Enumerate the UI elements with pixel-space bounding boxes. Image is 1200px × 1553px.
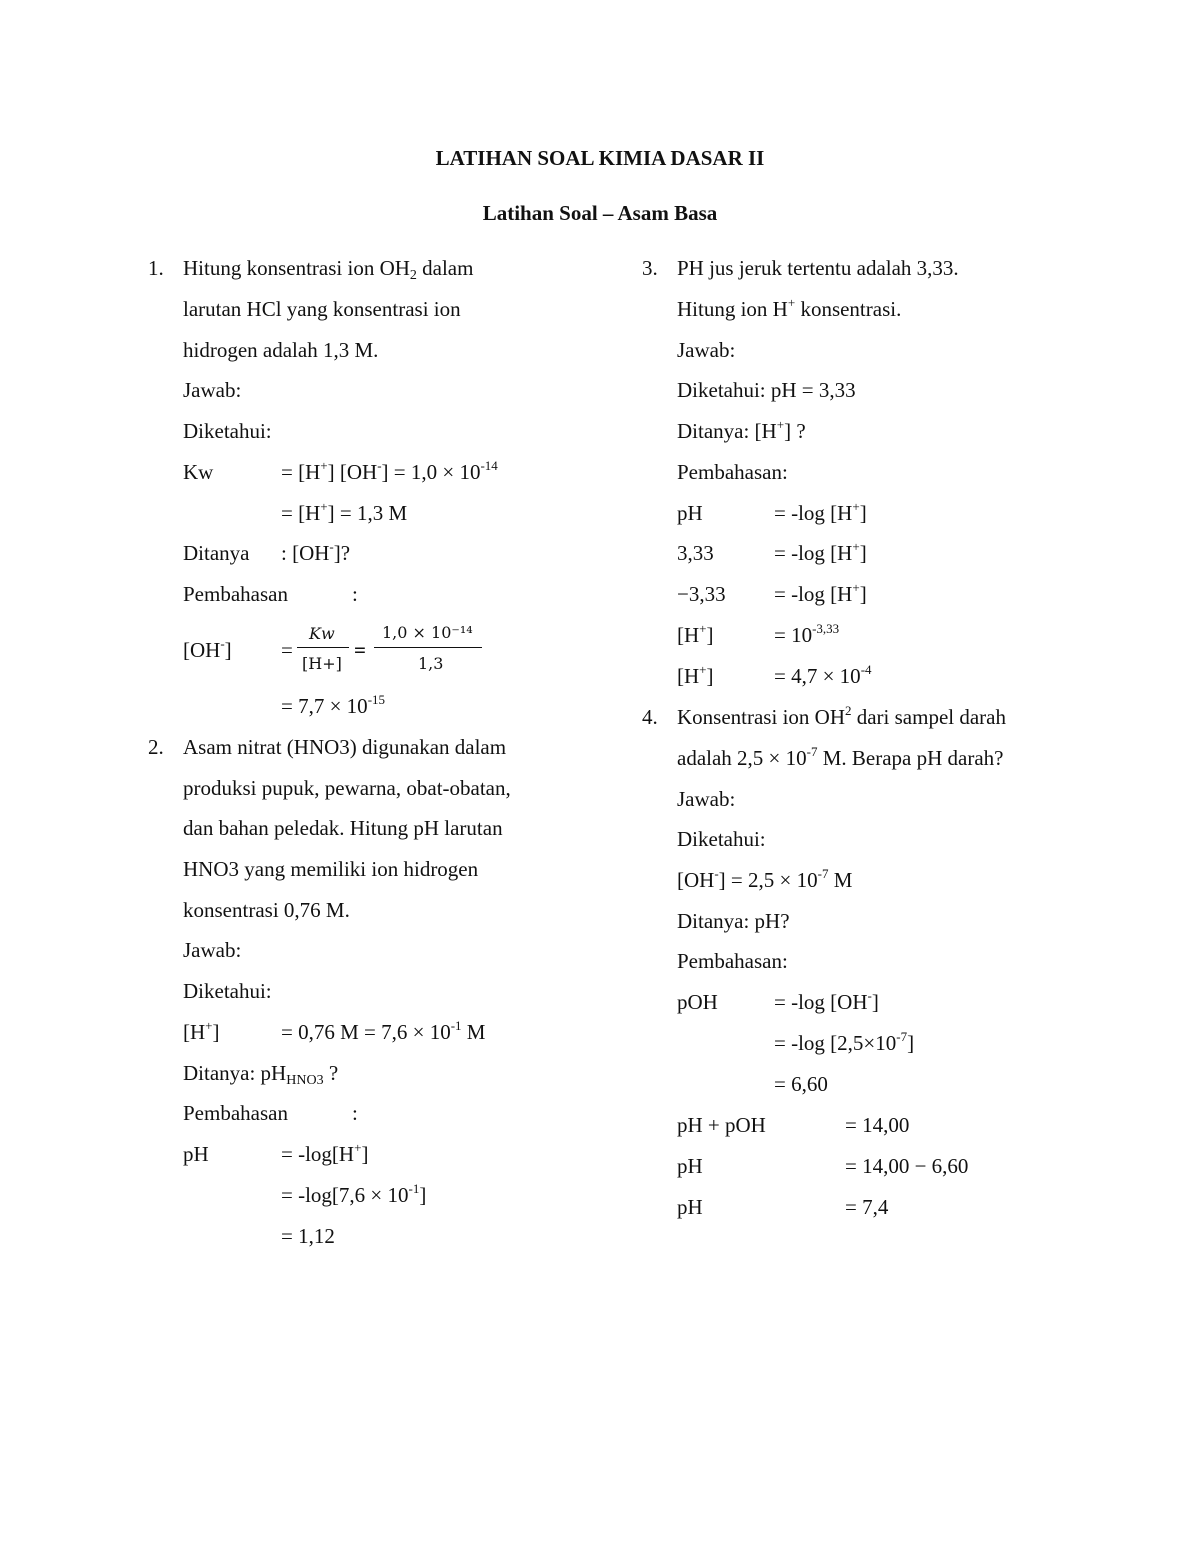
discussion-label: Pembahasan: bbox=[677, 949, 788, 973]
row-value: = -log $[2,5\times 10^{-7}]$ bbox=[774, 1029, 915, 1055]
discussion-label: Pembahasan bbox=[183, 582, 288, 606]
row-value: = 7,4 bbox=[845, 1195, 889, 1219]
question-text: konsentrasi 0,76 M. bbox=[183, 898, 350, 922]
question-text: produksi pupuk, pewarna, obat-obatan, bbox=[183, 776, 511, 800]
fraction-bar bbox=[297, 647, 349, 648]
question-text: hidrogen adalah 1,3 M. bbox=[183, 338, 379, 362]
row-label: pH bbox=[677, 1195, 703, 1219]
h-value: = 0,76 $M = 7,6 \times 10^{-1}$ M bbox=[281, 1018, 486, 1044]
row-label: [H+] bbox=[677, 662, 714, 688]
document-subtitle: Latihan Soal – Asam Basa bbox=[482, 201, 718, 225]
row-label: pH + pOH bbox=[677, 1113, 766, 1137]
known-label: Diketahui: pH = 3,33 bbox=[677, 378, 856, 402]
asked-value: Ditanya: [H+] ? bbox=[677, 417, 806, 443]
fraction-denominator: 1,3 bbox=[418, 654, 444, 673]
question-text: Konsentrasi ion $OH^2$ dari sampel darah bbox=[677, 703, 1007, 729]
question-text: Hitung konsentrasi ion $OH_2$ dalam bbox=[183, 256, 474, 283]
answer-label: Jawab: bbox=[183, 378, 242, 402]
asked-value: : [OH-]? bbox=[281, 539, 351, 565]
asked-value: Ditanya: $pH_{HNO3}$ ? bbox=[183, 1061, 339, 1088]
row-label: 3,33 bbox=[677, 541, 714, 565]
oh-label: [OH-] bbox=[183, 636, 232, 662]
question-text: PH jus jeruk tertentu adalah 3,33. bbox=[677, 256, 959, 280]
oh-value: $[OH^-] = 2,5 \times 10^{-7}$ M bbox=[677, 866, 853, 892]
row-value: = -log [OH-] bbox=[774, 988, 879, 1014]
question-number: 1. bbox=[148, 256, 164, 280]
question-number: 3. bbox=[642, 256, 658, 280]
step: = $-\log[7,6 \times 10^{-1}]$ bbox=[281, 1181, 427, 1207]
question-text: larutan HCl yang konsentrasi ion bbox=[183, 297, 461, 321]
document-title: LATIHAN SOAL KIMIA DASAR II bbox=[435, 146, 765, 170]
row-label: pH bbox=[677, 501, 703, 525]
row-value: = 14,00 − 6,60 bbox=[845, 1154, 969, 1178]
ph-label: pH bbox=[183, 1142, 209, 1166]
question-text: Hitung ion H+ konsentrasi. bbox=[677, 295, 902, 321]
step: = -log[H+] bbox=[281, 1140, 369, 1166]
result: = $7,7 \times 10^{-15}$ bbox=[281, 692, 386, 718]
discussion-label: Pembahasan: bbox=[677, 460, 788, 484]
row-label: pH bbox=[677, 1154, 703, 1178]
known-label: Diketahui: bbox=[677, 827, 766, 851]
equals-sign: = bbox=[354, 638, 366, 662]
discussion-colon: : bbox=[352, 582, 358, 606]
equals-sign: = bbox=[281, 638, 293, 662]
question-text: Asam nitrat (HNO3) digunakan dalam bbox=[183, 735, 507, 759]
discussion-label: Pembahasan bbox=[183, 1101, 288, 1125]
known-label: Diketahui: bbox=[183, 979, 272, 1003]
discussion-colon: : bbox=[352, 1101, 358, 1125]
row-value: = $4,7 \times 10^{-4}$ bbox=[774, 662, 872, 688]
question-text: dan bahan peledak. Hitung pH larutan bbox=[183, 816, 503, 840]
question-text: HNO3 yang memiliki ion hidrogen bbox=[183, 857, 479, 881]
fraction-numerator: Kw bbox=[309, 624, 335, 643]
kw-label: Kw bbox=[183, 460, 214, 484]
fraction-denominator: [H+] bbox=[302, 654, 342, 673]
question-number: 4. bbox=[642, 705, 658, 729]
row-value: = 14,00 bbox=[845, 1113, 910, 1137]
question-number: 2. bbox=[148, 735, 164, 759]
asked-value: Ditanya: pH? bbox=[677, 909, 790, 933]
question-text: adalah $2,5 \times 10^{-7}$ M. Berapa pH darah? bbox=[677, 744, 1004, 770]
result: = 1,12 bbox=[281, 1224, 335, 1248]
h-label: [H+] bbox=[183, 1018, 220, 1044]
answer-label: Jawab: bbox=[677, 338, 736, 362]
row-value: = -log [H+] bbox=[774, 499, 867, 525]
row-label: [H+] bbox=[677, 621, 714, 647]
row-value: = -log [H+] bbox=[774, 580, 867, 606]
answer-label: Jawab: bbox=[183, 938, 242, 962]
row-label: −3,33 bbox=[677, 582, 726, 606]
asked-label: Ditanya bbox=[183, 541, 250, 565]
fraction-numerator: 1,0 × 10⁻¹⁴ bbox=[382, 623, 473, 642]
row-value: = $10^{-3,33}$ bbox=[774, 621, 840, 647]
row-value: = -log [H+] bbox=[774, 539, 867, 565]
kw-equation: = [H+] $[OH^-] = 1,0 \times 10^{-14}$ bbox=[281, 458, 498, 484]
fraction-bar bbox=[374, 647, 482, 648]
row-value: = 6,60 bbox=[774, 1072, 828, 1096]
h-concentration: = [H+] = 1,3 M bbox=[281, 499, 408, 525]
known-label: Diketahui: bbox=[183, 419, 272, 443]
row-label: pOH bbox=[677, 990, 718, 1014]
answer-label: Jawab: bbox=[677, 787, 736, 811]
